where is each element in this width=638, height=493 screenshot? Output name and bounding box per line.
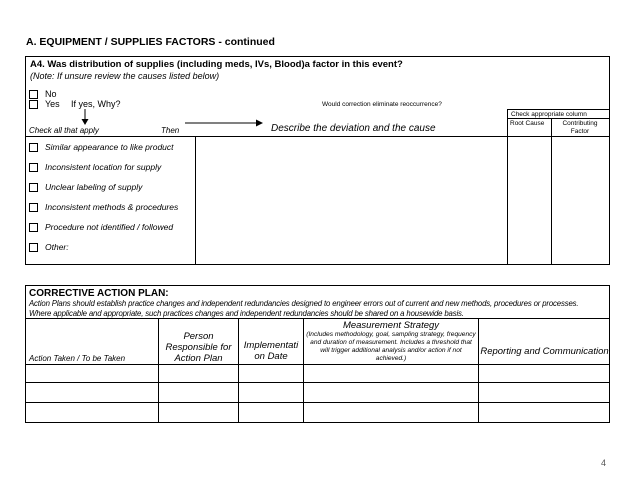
- root-cause-left-line: [507, 109, 508, 265]
- cause-label: Procedure not identified / followed: [45, 222, 174, 232]
- cause-label: Inconsistent methods & procedures: [45, 202, 179, 212]
- no-label: No: [45, 89, 57, 99]
- contributing-left-line: [551, 118, 552, 265]
- contributing-factor-label: Contributing Factor: [562, 120, 598, 135]
- describe-label: Describe the deviation and the cause: [271, 123, 436, 134]
- section-title: A. EQUIPMENT / SUPPLIES FACTORS - continued: [26, 36, 275, 48]
- cap-title: CORRECTIVE ACTION PLAN:: [29, 288, 169, 299]
- col-person-responsible: Person Responsible for Action Plan: [165, 330, 232, 364]
- cause-checkbox[interactable]: [29, 203, 38, 212]
- page-number: 4: [601, 458, 607, 468]
- cause-checkbox[interactable]: [29, 183, 38, 192]
- down-arrow-icon: [80, 109, 90, 126]
- yes-checkbox[interactable]: [29, 100, 38, 109]
- cause-checkbox[interactable]: [29, 163, 38, 172]
- col-reporting: Reporting and Communication: [480, 345, 609, 357]
- cause-label: Other:: [45, 242, 69, 252]
- a4-note: (Note: If unsure review the causes listed below): [30, 71, 220, 81]
- a4-question: A4. Was distribution of supplies (including meds, IVs, Blood)a factor in this event?: [30, 59, 403, 70]
- cause-checkbox[interactable]: [29, 223, 38, 232]
- right-arrow-icon: [185, 118, 265, 128]
- cap-col-line: [238, 318, 239, 423]
- check-header-mid-line: [507, 118, 610, 119]
- root-cause-label: Root Cause: [510, 120, 545, 127]
- check-all-label: Check all that apply: [29, 126, 99, 135]
- would-correction-label: Would correction eliminate reoccurrence?: [322, 101, 442, 108]
- no-checkbox[interactable]: [29, 90, 38, 99]
- table-header-bottom-line: [25, 136, 610, 137]
- cap-row-line: [25, 382, 610, 383]
- cap-description: Action Plans should establish practice changes and independent redundancies designed to engineer errors out of current and new methods, procedures or processes. Where applicable and appropriate, such practices changes and independent redundancies should be shared on a housewide basis.: [29, 299, 579, 318]
- then-label: Then: [161, 126, 180, 135]
- a4-section-box: [25, 56, 610, 265]
- cap-row-line: [25, 402, 610, 403]
- cap-col-line: [303, 318, 304, 423]
- cause-label: Unclear labeling of supply: [45, 182, 143, 192]
- col-measurement-detail: (Includes methodology, goal, sampling strategy, frequency and duration of measurement. Includes a threshold that will trigger additional analysis and/or action if not achieved.): [306, 331, 476, 362]
- cause-checkbox[interactable]: [29, 143, 38, 152]
- col-action-taken: Action Taken / To be Taken: [29, 354, 126, 363]
- if-yes-why: If yes, Why?: [71, 99, 121, 109]
- cause-checkbox[interactable]: [29, 243, 38, 252]
- cap-col-line: [478, 318, 479, 423]
- describe-left-line: [195, 136, 196, 265]
- check-appropriate-column: Check appropriate column: [511, 111, 587, 118]
- col-measurement-title: Measurement Strategy: [342, 319, 440, 331]
- check-header-top-line: [507, 109, 610, 110]
- col-implementation-date: Implementati on Date: [243, 340, 299, 362]
- cause-label: Inconsistent location for supply: [45, 162, 162, 172]
- cause-label: Similar appearance to like product: [45, 142, 174, 152]
- cap-header-bottom-line: [25, 364, 610, 365]
- yes-label: Yes: [45, 99, 60, 109]
